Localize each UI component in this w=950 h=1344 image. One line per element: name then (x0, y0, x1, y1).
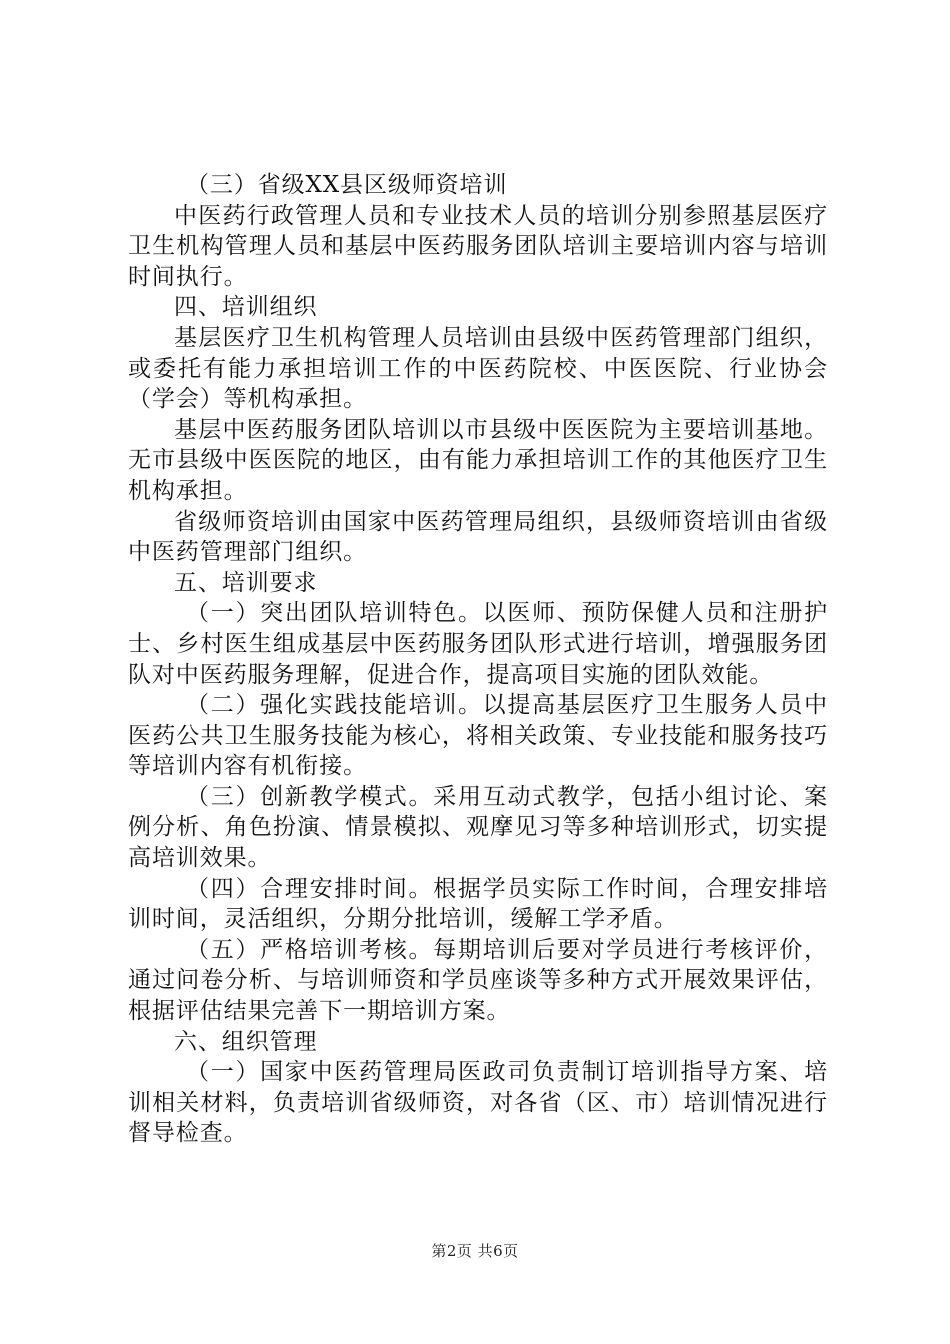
body-paragraph: 基层中医药服务团队培训以市县级中医医院为主要培训基地。无市县级中医医院的地区，由有能力承担培训工作的其他医疗卫生机构承担。 (128, 416, 828, 504)
section-heading: 六、组织管理 (174, 1028, 318, 1055)
body-paragraph: 省级师资培训由国家中医药管理局组织，县级师资培训由省级中医药管理部门组织。 (128, 508, 828, 566)
section-heading: 五、培训要求 (174, 569, 318, 596)
list-item-paragraph: （五）严格培训考核。每期培训后要对学员进行考核评价，通过问卷分析、与培训师资和学员座谈等多种方式开展效果评估，根据评估结果完善下一期培训方案。 (128, 936, 828, 1025)
page-number-label: 第2页 共6页 (431, 1242, 519, 1260)
body-paragraph: 基层医疗卫生机构管理人员培训由县级中医药管理部门组织，或委托有能力承担培训工作的中医药院校、中医医院、行业协会（学会）等机构承担。 (128, 324, 828, 413)
page-footer (0, 1240, 950, 1261)
section-subheading: （三）省级XX县区级师资培训 (186, 172, 508, 198)
body-paragraph: 中医药行政管理人员和专业技术人员的培训分别参照基层医疗卫生机构管理人员和基层中医药服务团队培训主要培训内容与培训时间执行。 (128, 202, 828, 290)
list-item-paragraph: （三）创新教学模式。采用互动式教学，包括小组讨论、案例分析、角色扮演、情景模拟、观摩见习等多种培训形式，切实提高培训效果。 (128, 783, 828, 872)
list-item-paragraph: （一）国家中医药管理局医政司负责制订培训指导方案、培训相关材料，负责培训省级师资，对各省（区、市）培训情况进行督导检查。 (128, 1059, 828, 1147)
list-item-paragraph: （一）突出团队培训特色。以医师、预防保健人员和注册护士、乡村医生组成基层中医药服务团队形式进行培训，增强服务团队对中医药服务理解，促进合作，提高项目实施的团队效能。 (128, 600, 828, 688)
list-item-paragraph: （四）合理安排时间。根据学员实际工作时间，合理安排培训时间，灵活组织，分期分批培训，缓解工学矛盾。 (128, 875, 828, 933)
list-item-paragraph: （二）强化实践技能培训。以提高基层医疗卫生服务人员中医药公共卫生服务技能为核心，将相关政策、专业技能和服务技巧等培训内容有机衔接。 (128, 692, 828, 780)
document-body (128, 170, 828, 1149)
section-heading: 四、培训组织 (174, 294, 318, 321)
